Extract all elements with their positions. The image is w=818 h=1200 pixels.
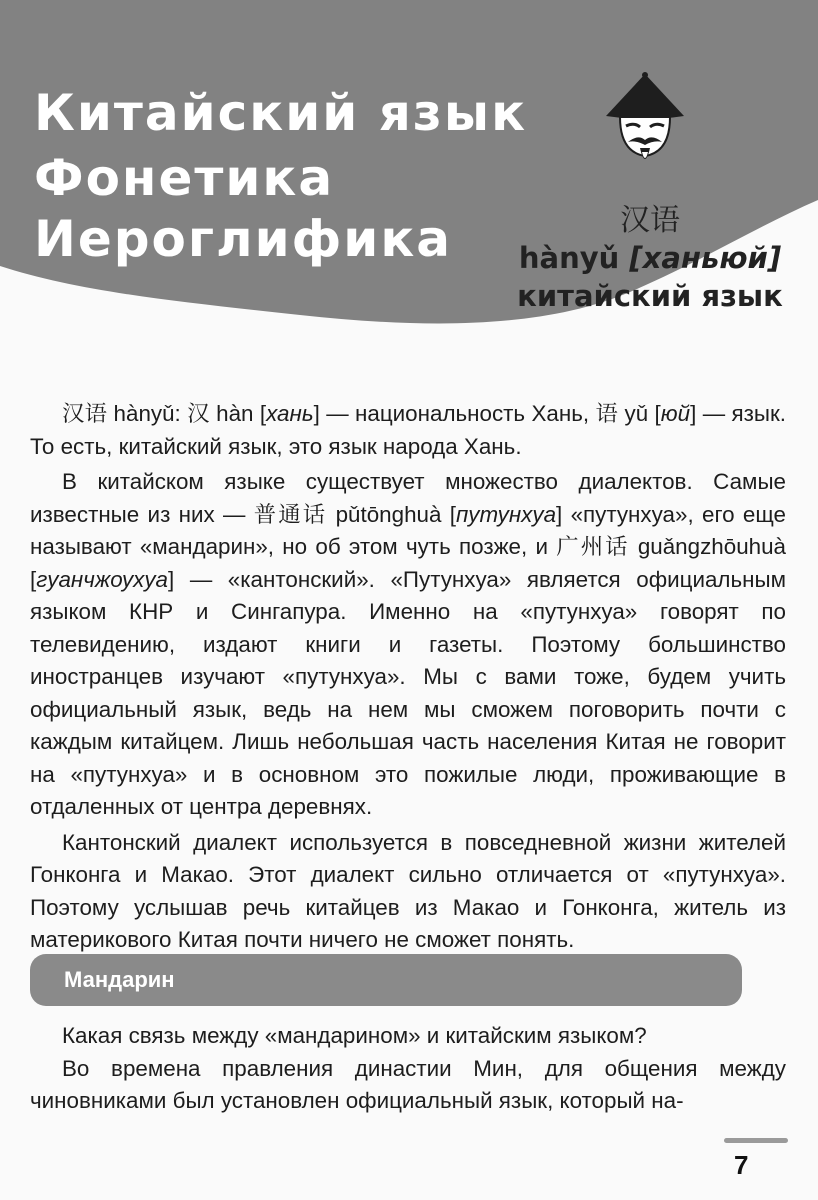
title-line-2: Фонетика <box>34 149 335 207</box>
title-line-1: Китайский язык <box>34 84 528 142</box>
word-hanzi: 汉语 <box>620 203 680 238</box>
word-pinyin: hànyǔ <box>518 241 620 275</box>
page-number-rule <box>724 1138 788 1143</box>
section-body-text <box>30 1020 786 1118</box>
word-meaning: китайский язык <box>517 279 783 313</box>
word-transcription: [ханьюй] <box>629 241 782 275</box>
title-line-3: Иероглифика <box>34 210 452 268</box>
paragraph-cantonese: Кантонский диалект используется в повседневной жизни жителей Гонконга и Макао. Этот диалект сильно отличается от «путунхуа». Поэтому услышав речь китайцев из Макао и Гонконга, житель из материкового Китая почти ничего не сможет понять. <box>30 829 786 952</box>
section-paragraph-question: Какая связь между «мандарином» и китайским языком? <box>62 1023 647 1048</box>
body-text <box>30 398 786 957</box>
word-pinyin-line <box>500 241 800 275</box>
chinese-man-mascot-icon <box>604 70 686 172</box>
section-paragraph-history: Во времена правления династии Мин, для общения между чиновниками был установлен официальный язык, который на- <box>30 1055 786 1113</box>
section-header-bar <box>30 954 742 1006</box>
page-number: 7 <box>734 1150 749 1180</box>
section-title: Мандарин <box>64 967 175 992</box>
paragraph-hanyu: 汉语 hànyǔ: 汉 hàn [хань] — национальность Хань, 语 yǔ [юй] — язык. То есть, китайский язык, это язык народа Хань. <box>30 401 786 459</box>
paragraph-dialects: В китайском языке существует множество диалектов. Самые известные из них — 普通话 pǔtōnghuà [путунхуа] «путунхуа», его еще называют «мандарин», но об этом чуть позже, и 广州话 guǎngzhōuhuà [гуанчжоухуа] — «кантонский». «Путунхуа» является официальным языком КНР и Сингапура. Именно на «путунхуа» говорят по телевидению, издают книги и газеты. Поэтому большинство иностранцев изучают «путунхуа». Мы с вами тоже, будем учить официальный язык, ведь на нем мы сможем поговорить почти с каждым китайцем. Лишь небольшая часть населения Китая не говорит на «путунхуа» и в основном это пожилые люди, проживающие в отдаленных от центра деревнях. <box>30 469 786 819</box>
